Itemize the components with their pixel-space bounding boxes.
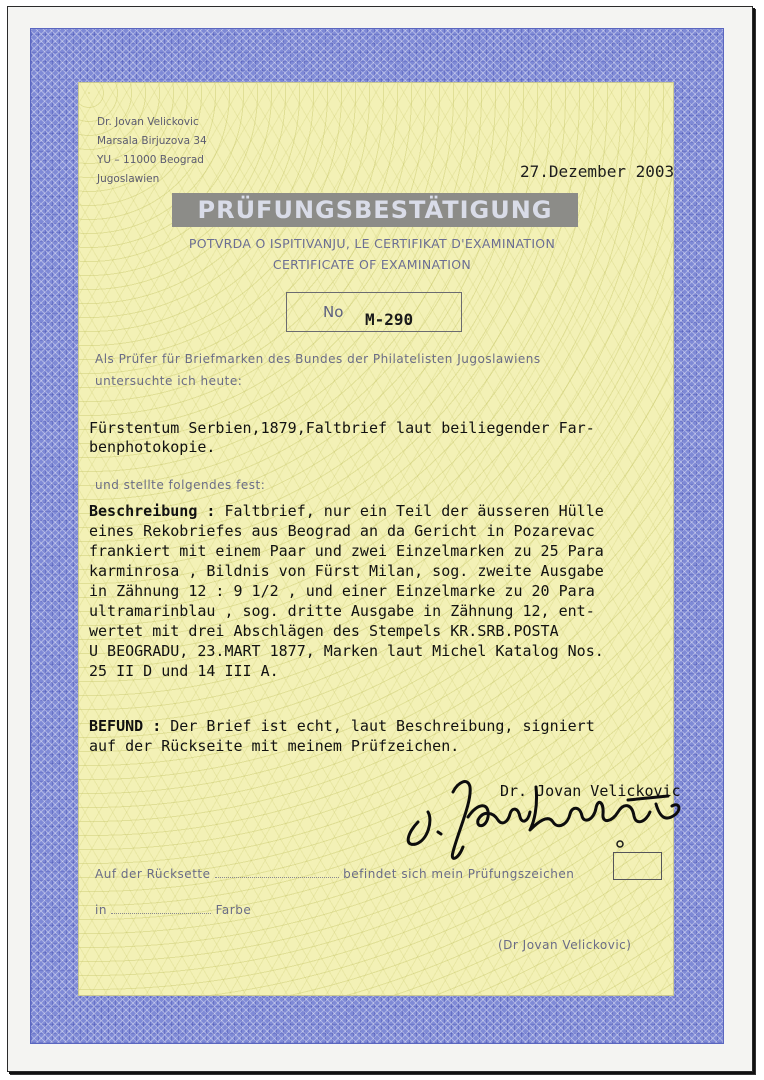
number-value: M-290 (365, 310, 414, 329)
result-label: BEFUND : (89, 717, 162, 735)
description-line-3: frankiert mit einem Paar und zwei Einzelmarken zu 25 Para (89, 542, 604, 560)
certificate-title: PRÜFUNGSBESTÄTIGUNG (172, 193, 578, 227)
result-line-1 (89, 716, 689, 736)
signer-name: Dr. Jovan Velickovic (500, 782, 681, 800)
footer-name: (Dr Jovan Velickovic) (498, 938, 632, 952)
back-line-blank (215, 877, 339, 878)
certificate-subtitle-1: POTVRDA O ISPITIVANJU, LE CERTIFIKAT D'EXAMINATION (188, 236, 556, 251)
back-line-text-1: Auf der Rücksette (95, 867, 211, 881)
issuer-name: Dr. Jovan Velickovic (97, 116, 199, 128)
issuer-street: Marsala Birjuzova 34 (97, 135, 207, 147)
back-line (95, 867, 574, 881)
description-line-4: karminrosa , Bildnis von Fürst Milan, sog. zweite Ausgabe (89, 562, 604, 580)
description-line-1 (89, 501, 689, 521)
description-line-2: eines Rekobriefes aus Beograd an da Gericht in Pozarevac (89, 522, 595, 540)
description-line-9: 25 II D und 14 III A. (89, 662, 279, 680)
item-line-2: benphotokopie. (89, 438, 216, 456)
back-line-text-2: befindet sich mein Prüfungszeichen (343, 867, 575, 881)
number-label: No (323, 303, 344, 321)
issuer-address (97, 113, 207, 189)
description-line-7: wertet mit drei Abschlägen des Stempels KR.SRB.POSTA (89, 622, 559, 640)
description-line-6: ultramarinblau , sog. dritte Ausgabe in Zähnung 12, ent- (89, 602, 595, 620)
certificate-subtitle-2: CERTIFICATE OF EXAMINATION (272, 257, 472, 272)
description-label: Beschreibung : (89, 502, 216, 520)
description-line-5: in Zähnung 12 : 9 1/2 , und einer Einzelmarke zu 20 Para (89, 582, 595, 600)
description-text-1: Faltbrief, nur ein Teil der äusseren Hülle (215, 502, 604, 520)
examination-mark-box (613, 852, 662, 880)
color-line-text-1: in (95, 903, 107, 917)
description-line-8: U BEOGRADU, 23.MART 1877, Marken laut Michel Katalog Nos. (89, 642, 604, 660)
intro-line-1: Als Prüfer für Briefmarken des Bundes der Philatelisten Jugoslawiens (95, 352, 541, 366)
findings-intro: und stellte folgendes fest: (95, 478, 266, 492)
issuer-city: YU – 11000 Beograd (97, 154, 204, 166)
issuer-country: Jugoslawien (97, 173, 160, 185)
color-line (95, 903, 251, 917)
color-line-text-2: Farbe (215, 903, 252, 917)
result-text-1: Der Brief ist echt, laut Beschreibung, signiert (161, 717, 595, 735)
result-line-2: auf der Rückseite mit meinem Prüfzeichen. (89, 737, 460, 755)
color-line-blank (111, 913, 211, 914)
certificate-number-box (286, 292, 462, 332)
item-line-1: Fürstentum Serbien,1879,Faltbrief laut beiliegender Far- (89, 419, 595, 437)
intro-line-2: untersuchte ich heute: (95, 374, 243, 388)
certificate-date: 27.Dezember 2003 (520, 162, 675, 181)
